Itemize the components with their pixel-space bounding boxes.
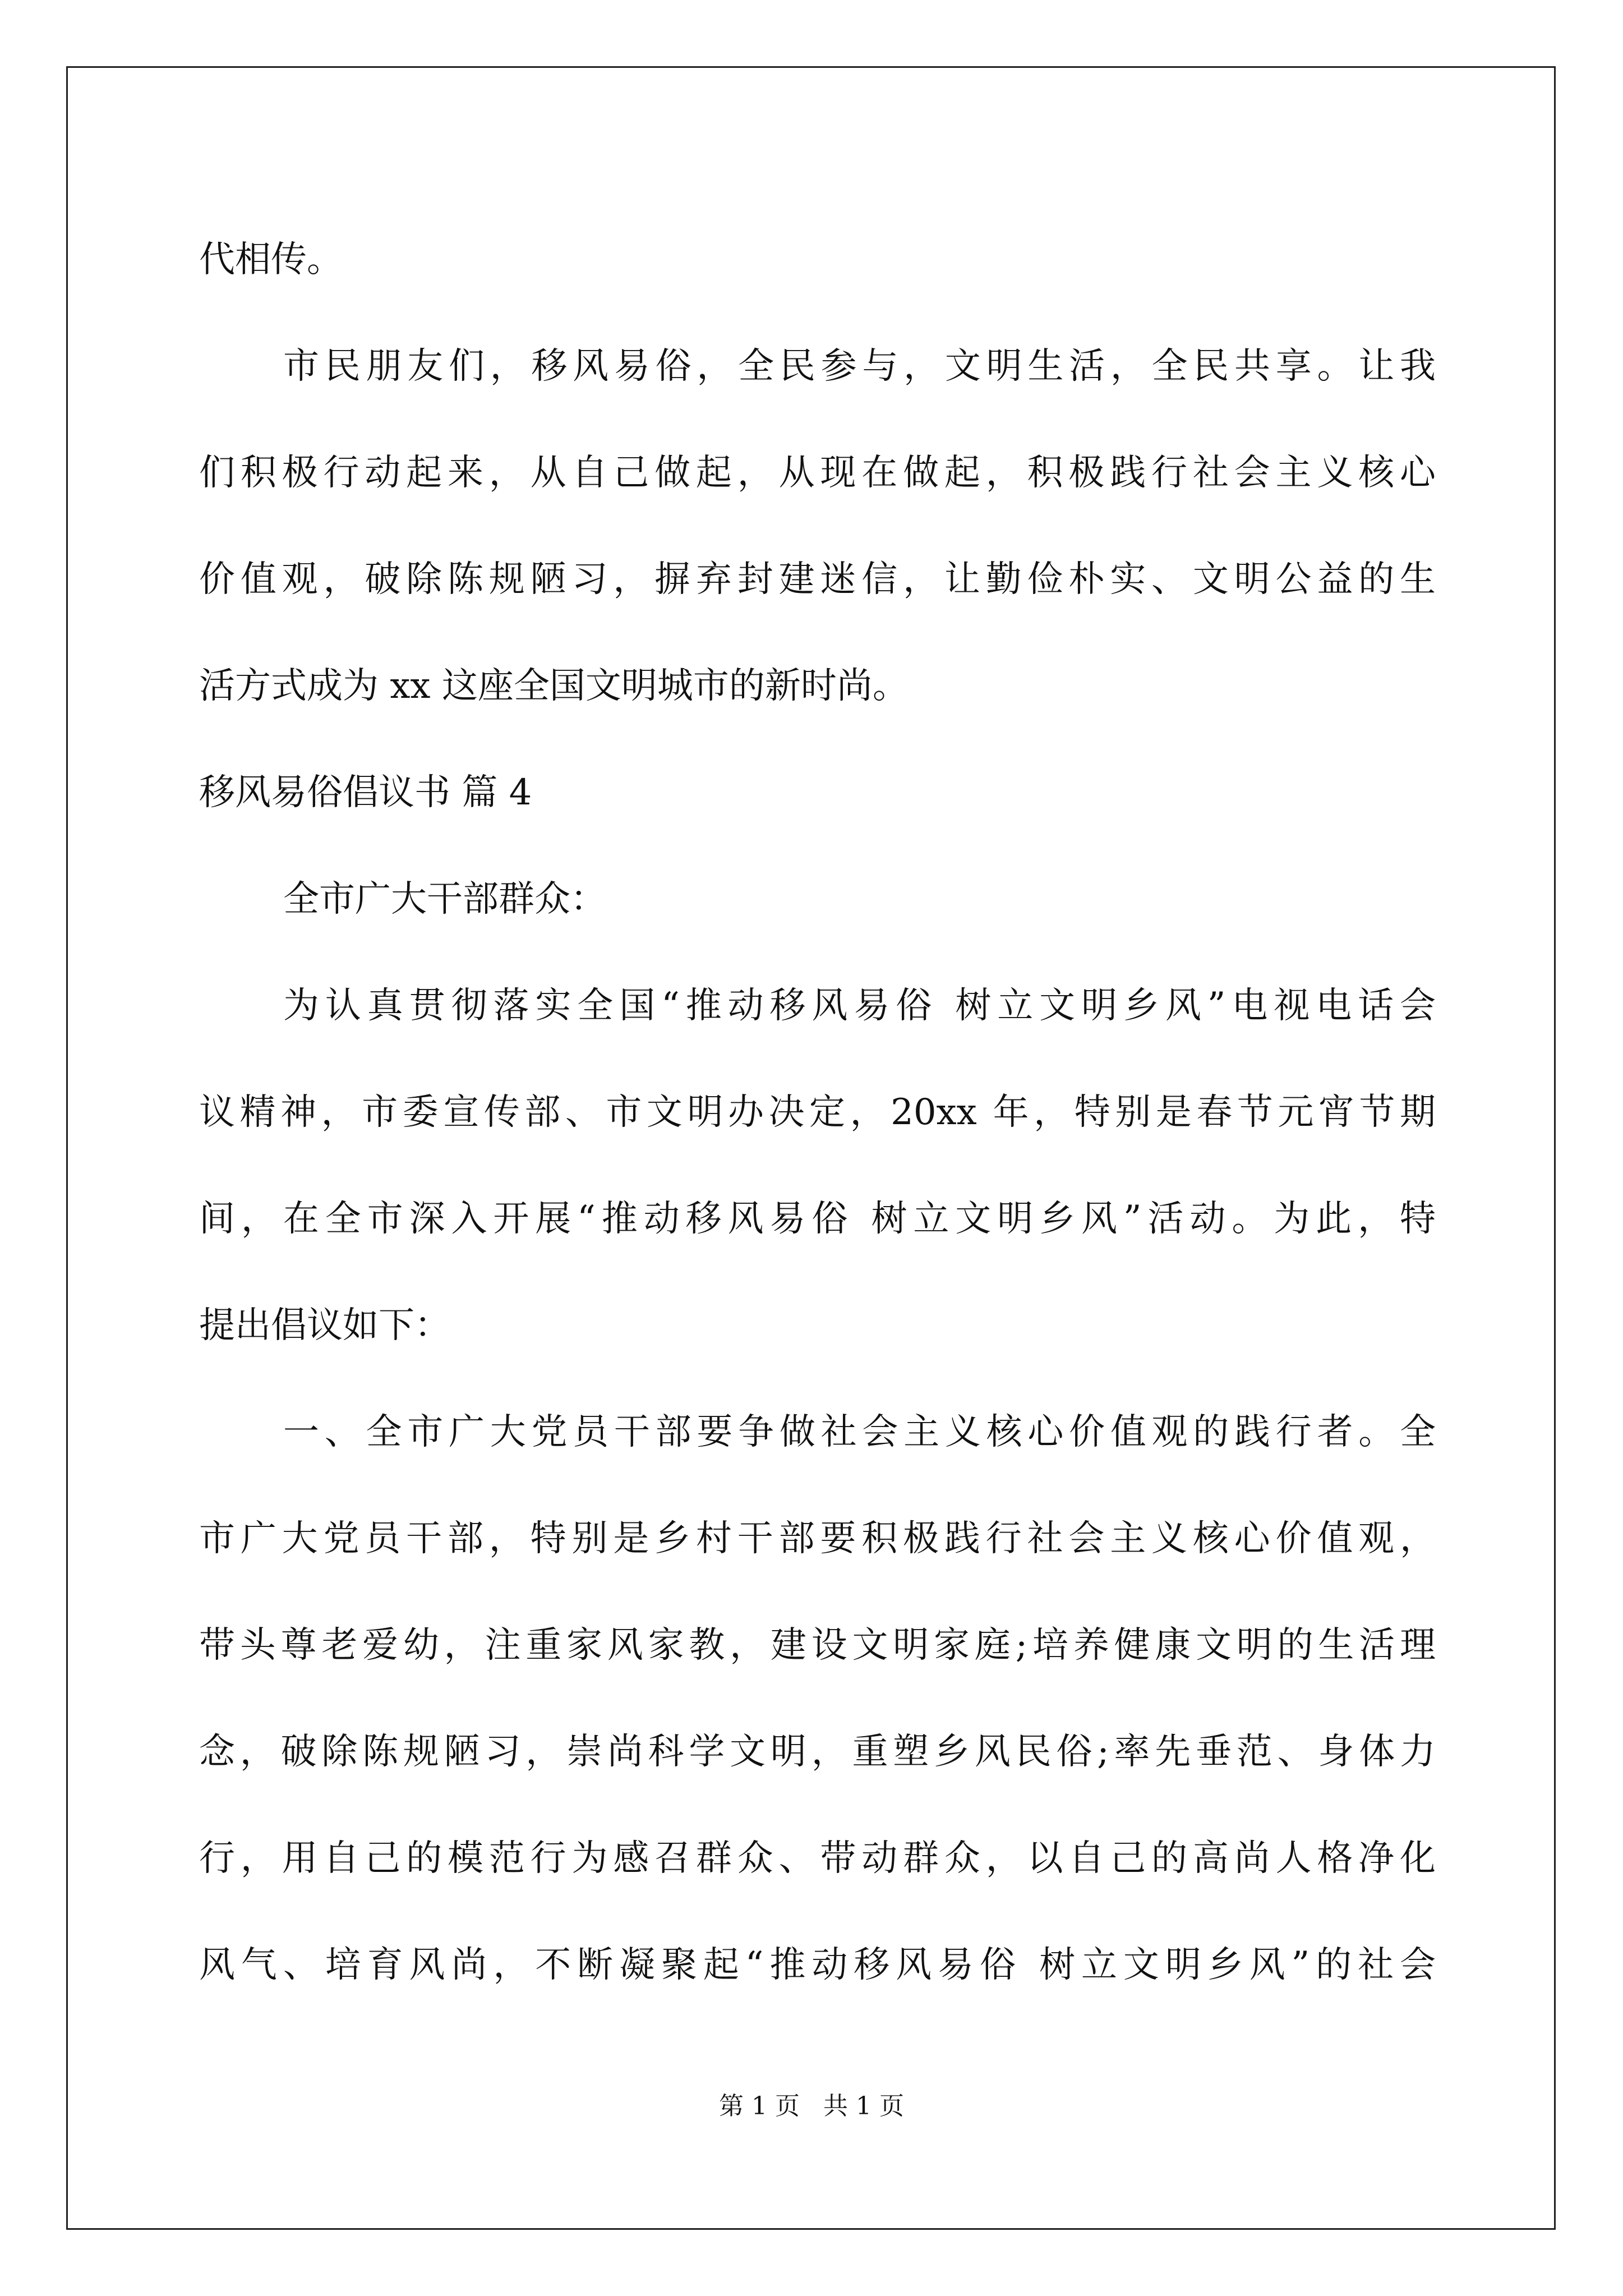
text-line: 们积极行动起来，从自己做起，从现在做起，积极践行社会主义核心: [199, 452, 1436, 494]
text-line: 间，在全市深入开展“推动移风易俗 树立文明乡风”活动。为此，特: [199, 1198, 1436, 1240]
salutation: 全市广大干部群众：: [283, 878, 606, 920]
text-line: 市广大党员干部，特别是乡村干部要积极践行社会主义核心价值观，: [199, 1518, 1436, 1559]
section-heading: 移风易俗倡议书 篇 4: [199, 772, 532, 813]
page-number-footer: 第 1 页 共 1 页: [719, 2092, 904, 2120]
document-body: [199, 206, 1436, 2018]
text-line: 价值观，破除陈规陋习，摒弃封建迷信，让勤俭朴实、文明公益的生: [199, 559, 1436, 600]
text-line: 风气、培育风尚，不断凝聚起“推动移风易俗 树立文明乡风”的社会: [199, 1944, 1436, 1986]
paragraph-first-line: 为认真贯彻落实全国“推动移风易俗 树立文明乡风”电视电话会: [283, 985, 1436, 1027]
text-line: 带头尊老爱幼，注重家风家教，建设文明家庭;培养健康文明的生活理: [199, 1625, 1436, 1666]
paragraph-first-line: 一、全市广大党员干部要争做社会主义核心价值观的践行者。全: [283, 1411, 1436, 1453]
text-line: 代相传。: [199, 239, 343, 280]
text-line: 提出倡议如下：: [199, 1305, 450, 1346]
text-line: 议精神，市委宣传部、市文明办决定，20xx 年，特别是春节元宵节期: [199, 1092, 1436, 1133]
text-line: 行，用自己的模范行为感召群众、带动群众，以自己的高尚人格净化: [199, 1838, 1436, 1879]
text-line: 念，破除陈规陋习，崇尚科学文明，重塑乡风民俗;率先垂范、身体力: [199, 1731, 1436, 1773]
paragraph-first-line: 市民朋友们，移风易俗，全民参与，文明生活，全民共享。让我: [283, 346, 1436, 387]
text-line: 活方式成为 xx 这座全国文明城市的新时尚。: [199, 665, 909, 707]
